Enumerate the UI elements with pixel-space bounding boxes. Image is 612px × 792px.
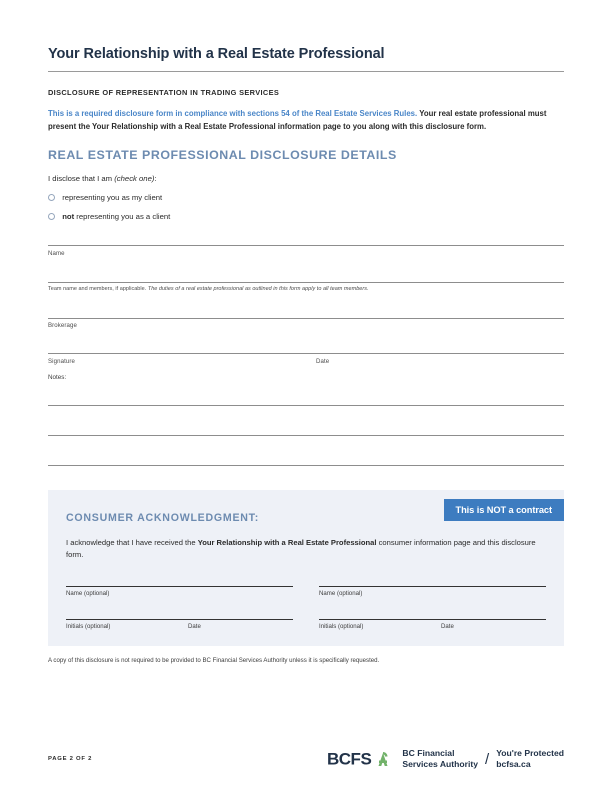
intro-rest-text: Your real estate professional must present the Your Relationship with a Real Estate Professional information page to you along with this disclosure form. [48, 109, 547, 131]
acknowledgment-heading: CONSUMER ACKNOWLEDGMENT: [66, 511, 259, 524]
bcfsa-org-line-1: BC Financial [402, 748, 455, 758]
field-name-label: Name [48, 249, 65, 257]
acknowledgment-name-field-right [319, 586, 546, 597]
field-team-name-note [48, 283, 564, 292]
field-team-note-italic: The duties of a real estate professional as outlined in this form apply to all team members. [147, 285, 369, 292]
field-team-name [48, 282, 564, 292]
page-number: PAGE 2 OF 2 [48, 756, 93, 762]
acknowledgment-initials-labels-left [66, 620, 293, 630]
acknowledgment-body [66, 537, 546, 562]
radio-circle-icon[interactable] [48, 213, 55, 220]
svg-text:BCFS: BCFS [327, 749, 372, 769]
bcfsa-logo-svg [327, 748, 393, 770]
notes-line-3[interactable] [48, 465, 564, 466]
signature-date-labels [48, 354, 564, 364]
page-title: Your Relationship with a Real Estate Professional [48, 46, 385, 62]
acknowledgment-name-label-left: Name (optional) [66, 590, 110, 598]
document-subheading: DISCLOSURE OF REPRESENTATION IN TRADING SERVICES [48, 88, 280, 97]
acknowledgment-body-post: consumer information page and this disclosure form. [66, 537, 536, 560]
acknowledgment-initials-label-right: Initials (optional) [319, 623, 364, 631]
field-team-note-plain: Team name and members, if applicable. [48, 285, 148, 292]
bcfsa-wordmark-icon [327, 748, 393, 770]
radio-option-label-not-representing: representing you as a client [74, 212, 171, 222]
radio-option-label-representing: representing you as my client [62, 193, 163, 203]
notes-label: Notes: [48, 373, 67, 381]
acknowledgment-initials-field-left [66, 619, 293, 630]
radio-option-representing[interactable] [48, 193, 564, 202]
check-one-instruction-text: I disclose that I am [48, 174, 115, 184]
acknowledgment-date-label-right: Date [441, 623, 454, 631]
acknowledgment-initials-field-right [319, 619, 546, 630]
acknowledgment-initials-fields [66, 619, 546, 630]
acknowledgment-initials-labels-right [319, 620, 546, 630]
field-brokerage [48, 318, 564, 329]
intro-lead-text: This is a required disclosure form in compliance with sections 54 of the Real Estate Services Rules. [48, 109, 418, 118]
section-heading-disclosure-details: REAL ESTATE PROFESSIONAL DISCLOSURE DETAILS [48, 148, 397, 163]
field-date-label: Date [316, 357, 330, 365]
field-brokerage-label: Brokerage [48, 322, 78, 330]
notes-line-2[interactable] [48, 435, 564, 436]
notes-line-1[interactable] [48, 405, 564, 406]
intro-paragraph [48, 108, 564, 133]
acknowledgment-date-label-left: Date [188, 623, 201, 631]
acknowledgment-name-field-left [66, 586, 293, 597]
consumer-acknowledgment-panel [48, 490, 564, 647]
acknowledgment-name-fields [66, 586, 546, 597]
bcfsa-tagline-line-1: You're Protected [496, 748, 564, 758]
bcfsa-org-name [402, 748, 478, 770]
bcfsa-tagline-line-2: bcfsa.ca [496, 759, 531, 769]
title-divider [48, 71, 564, 72]
not-a-contract-badge: This is NOT a contract [444, 499, 564, 521]
bcfsa-tagline [496, 748, 564, 770]
footnote-text: A copy of this disclosure is not required to be provided to BC Financial Services Authority unless it is specifically requested. [48, 657, 380, 665]
bcfsa-org-line-2: Services Authority [402, 759, 479, 769]
field-signature-label: Signature [48, 357, 75, 365]
bcfsa-logo [327, 748, 564, 770]
acknowledgment-body-pre: I acknowledge that I have received the [66, 537, 198, 547]
check-one-colon: : [154, 174, 157, 184]
acknowledgment-body-bold: Your Relationship with a Real Estate Professional [197, 537, 377, 547]
acknowledgment-name-label-right: Name (optional) [319, 590, 363, 598]
page-footer [48, 748, 564, 770]
acknowledgment-initials-label-left: Initials (optional) [66, 623, 111, 631]
check-one-italic: (check one) [114, 174, 155, 184]
radio-option-not-representing[interactable] [48, 212, 564, 221]
field-signature-date [48, 353, 564, 364]
radio-circle-icon[interactable] [48, 194, 55, 201]
logo-separator-icon: / [485, 750, 490, 768]
field-name [48, 245, 564, 256]
check-one-instruction [48, 174, 564, 183]
radio-option-bold-not: not [62, 212, 75, 222]
